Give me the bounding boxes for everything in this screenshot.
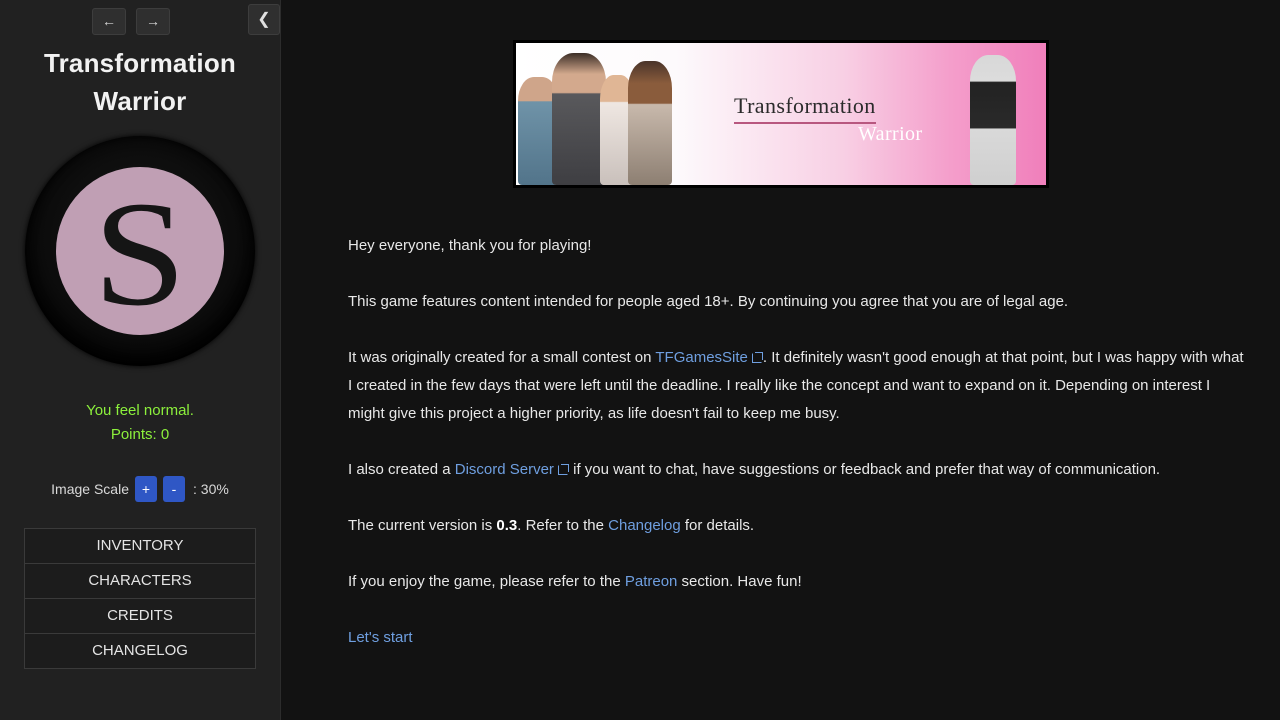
banner-characters bbox=[516, 43, 676, 185]
version-text-before: The current version is bbox=[348, 517, 497, 534]
origin-text-after: . It definitely wasn't good enough at that point, but I was happy with what I created in the few days that were left until the deadline. I really like the concept and want to expand on it. Depending on interest I might give this project a higher priority, as life doesn't fail to keep me busy. bbox=[348, 349, 1244, 422]
version-number: 0.3 bbox=[496, 517, 518, 534]
version-text-after: for details. bbox=[680, 517, 755, 534]
changelog-link[interactable]: Changelog bbox=[608, 517, 681, 534]
patreon-text-after: section. Have fun! bbox=[677, 573, 802, 590]
avatar-letter: S bbox=[93, 171, 187, 335]
image-scale-control bbox=[0, 476, 280, 502]
image-scale-label: Image Scale bbox=[51, 481, 129, 497]
forward-button[interactable]: → bbox=[136, 8, 170, 35]
image-scale-decrease-button[interactable]: - bbox=[163, 476, 185, 502]
sidebar-nav-row bbox=[0, 0, 280, 38]
external-link-icon bbox=[558, 464, 569, 475]
version-text-middle: . Refer to the bbox=[517, 517, 609, 534]
banner-title: Transformation bbox=[734, 93, 876, 124]
patreon-text-before: If you enjoy the game, please refer to the bbox=[348, 573, 625, 590]
intro-text bbox=[348, 232, 1248, 652]
sidebar-item-inventory[interactable]: INVENTORY bbox=[25, 529, 255, 564]
points-label: Points: bbox=[110, 426, 157, 443]
origin-text-before: It was originally created for a small contest on bbox=[348, 349, 656, 366]
sidebar-menu bbox=[24, 528, 256, 669]
discord-server-link[interactable]: Discord Server bbox=[454, 461, 554, 478]
paragraph-start bbox=[348, 624, 1248, 652]
avatar-inner bbox=[56, 167, 224, 335]
back-button[interactable]: ← bbox=[92, 8, 126, 35]
external-link-icon bbox=[752, 352, 763, 363]
page-title: Transformation Warrior bbox=[43, 48, 237, 116]
lets-start-link[interactable]: Let's start bbox=[348, 629, 413, 646]
paragraph-patreon bbox=[348, 568, 1248, 596]
avatar bbox=[25, 136, 255, 366]
patreon-link[interactable]: Patreon bbox=[624, 573, 678, 590]
collapse-sidebar-icon[interactable]: ❮ bbox=[248, 4, 280, 35]
image-scale-increase-button[interactable]: + bbox=[135, 476, 157, 502]
points-row bbox=[0, 424, 280, 446]
paragraph-age-warning: This game features content intended for people aged 18+. By continuing you agree that you are of legal age. bbox=[348, 293, 1069, 310]
banner-figure-4 bbox=[628, 61, 672, 185]
discord-text-before: I also created a bbox=[348, 461, 455, 478]
discord-text-after: if you want to chat, have suggestions or feedback and prefer that way of communication. bbox=[568, 461, 1161, 478]
paragraph-discord bbox=[348, 456, 1248, 484]
sidebar-item-changelog[interactable]: CHANGELOG bbox=[25, 634, 255, 669]
points-value: 0 bbox=[160, 426, 170, 443]
image-scale-value: : 30% bbox=[193, 481, 229, 497]
tfgamessite-link[interactable]: TFGamesSite bbox=[655, 349, 748, 366]
banner-figure-5 bbox=[970, 55, 1016, 185]
paragraph-greeting: Hey everyone, thank you for playing! bbox=[348, 237, 592, 254]
main-content bbox=[281, 0, 1280, 720]
sidebar bbox=[0, 0, 281, 720]
paragraph-version bbox=[348, 512, 1248, 540]
banner-subtitle: Warrior bbox=[858, 123, 923, 145]
avatar-container bbox=[0, 136, 280, 366]
sidebar-item-characters[interactable]: CHARACTERS bbox=[25, 564, 255, 599]
sidebar-item-credits[interactable]: CREDITS bbox=[25, 599, 255, 634]
game-banner-image bbox=[513, 40, 1049, 188]
banner-figure-2 bbox=[552, 53, 606, 185]
paragraph-origin bbox=[348, 344, 1248, 428]
status-text: You feel normal. bbox=[86, 402, 194, 419]
